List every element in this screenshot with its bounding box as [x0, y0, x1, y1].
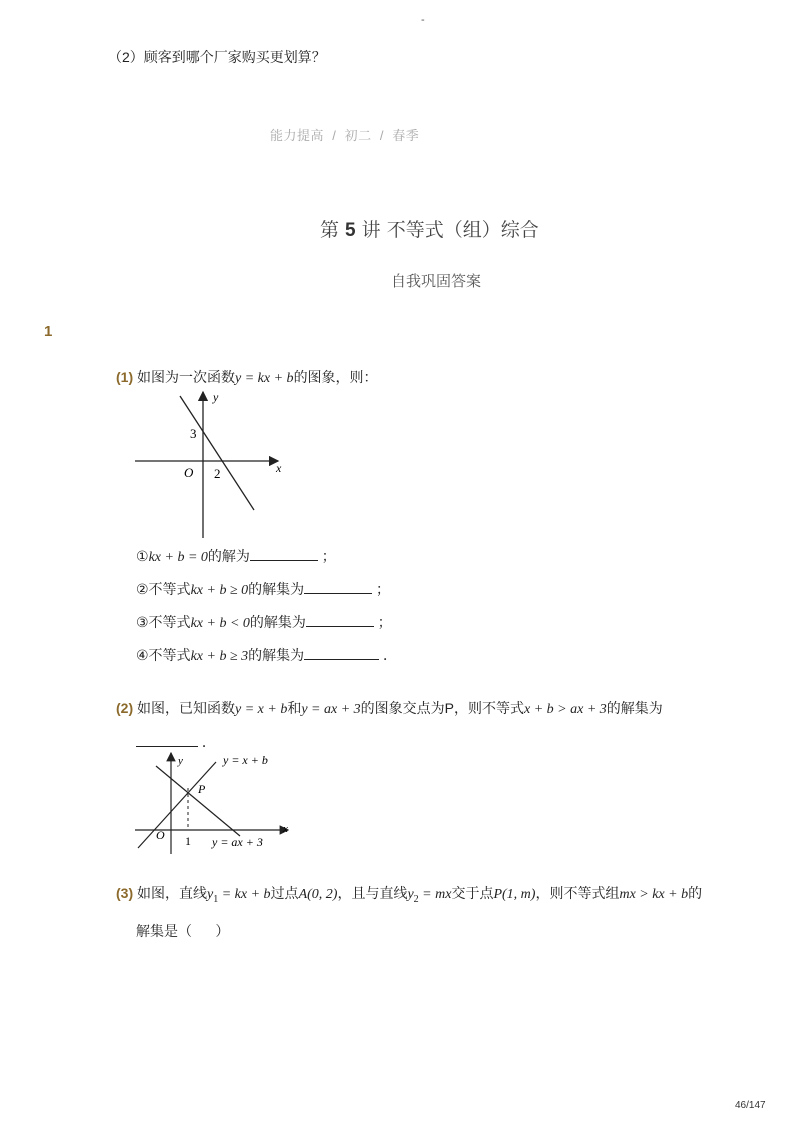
q1-item-4-pre: ④不等式: [136, 647, 191, 663]
q2-inequality: x + b > ax + 3: [524, 702, 607, 717]
q2-text-c: 的图象交点为P，则不等式: [360, 700, 525, 716]
q2-equation-2: y = ax + 3: [301, 702, 361, 717]
q1-item-3: [136, 612, 392, 632]
title-suffix: 讲 不等式（组）综合: [355, 219, 539, 241]
q2-point-p: P: [198, 782, 206, 796]
q1-item-2-end: ；: [376, 581, 391, 597]
q1-tick-2: 2: [214, 466, 221, 481]
q2-text-d: 的解集为: [606, 700, 663, 716]
q3-text-f: 的: [688, 885, 703, 901]
q1-equation: y = kx + b: [235, 371, 294, 386]
breadcrumb-grade: 初二: [344, 128, 372, 143]
prev-question: （2）顾客到哪个厂家购买更划算？: [108, 49, 326, 65]
answer-blank[interactable]: [304, 645, 379, 660]
q1-item-4-end: ．: [383, 647, 398, 663]
q1-item-4: [136, 645, 397, 665]
q1-item-2-post: 的解集为: [248, 581, 305, 597]
answer-blank[interactable]: [304, 579, 372, 594]
answer-blank[interactable]: [306, 612, 374, 627]
q3-text-a: 如图，直线: [137, 885, 208, 901]
q2-equation-1: y = x + b: [235, 702, 288, 717]
q3-text-c: ，且与直线: [337, 885, 408, 901]
q3-equation-1: = kx + b: [218, 887, 271, 902]
q3-y1: y: [207, 887, 214, 902]
title-prefix: 第: [320, 219, 346, 241]
page-subtitle: 自我巩固答案: [391, 273, 482, 290]
q2-text-a: 如图，已知函数: [137, 700, 236, 716]
q1-item-3-pre: ③不等式: [136, 614, 191, 630]
q2-line-1-label: y = x + b: [223, 753, 268, 767]
q1-stem: [116, 367, 378, 387]
q3-y2: y: [407, 887, 414, 902]
q3-inequality: mx > kx + b: [619, 887, 689, 902]
q3-point-a: A(0, 2): [298, 887, 338, 902]
q1-item-1-expr: kx + b = 0: [148, 550, 208, 565]
q1-item-1-pre: ①: [136, 548, 149, 564]
q3-text-e: ，则不等式组: [535, 885, 620, 901]
q3-line-2: 解集是（ ）: [136, 923, 230, 939]
q3-stem: [116, 883, 702, 905]
q2-end: ．: [201, 734, 216, 750]
q2-line-2-label: y = ax + 3: [212, 835, 263, 849]
answer-blank[interactable]: [136, 732, 198, 747]
title-number: 5: [345, 220, 356, 241]
q1-item-1-end: ；: [321, 548, 336, 564]
q2-tick-1: 1: [185, 834, 191, 848]
breadcrumb-level: 能力提高: [270, 128, 325, 143]
q2-graph: [130, 750, 300, 855]
q3-point-p: P(1, m): [493, 887, 536, 902]
q1-text-a: 如图为一次函数: [137, 369, 236, 385]
q1-item-3-end: ；: [377, 614, 392, 630]
q2-origin-label: O: [156, 828, 165, 842]
q3-text-d: 交于点: [451, 885, 494, 901]
q2-stem: [116, 698, 663, 718]
q1-graph: [130, 388, 290, 540]
q1-line: [180, 396, 254, 510]
q3-equation-2: = mx: [418, 887, 452, 902]
q3-y2-sub: 2: [413, 893, 419, 905]
section-number: 1: [44, 323, 53, 340]
page-number: 46/147: [735, 1100, 766, 1111]
q1-item-2-pre: ②不等式: [136, 581, 191, 597]
q3-label: (3): [116, 885, 134, 901]
breadcrumb-sep: /: [332, 128, 337, 143]
q2-line-1: [138, 762, 216, 848]
answer-blank[interactable]: [250, 546, 318, 561]
q1-y-label: y: [213, 390, 219, 404]
q1-item-4-post: 的解集为: [248, 647, 305, 663]
top-mark: -: [421, 14, 425, 26]
q2-x-label: x: [283, 823, 288, 835]
q1-tick-3: 3: [190, 426, 197, 441]
q1-label: (1): [116, 369, 134, 385]
q1-text-b: 的图象，则：: [293, 369, 378, 385]
q1-x-label: x: [276, 461, 282, 475]
q1-item-3-post: 的解集为: [249, 614, 306, 630]
q1-item-2: [136, 579, 390, 599]
q1-item-4-expr: kx + b ≥ 3: [190, 649, 249, 664]
q2-line-2: [156, 766, 240, 836]
q3-y1-sub: 1: [213, 893, 219, 905]
q2-answer-line: [136, 732, 216, 752]
q1-item-1-post: 的解为: [207, 548, 250, 564]
q2-text-b: 和: [287, 700, 302, 716]
breadcrumb-season: 春季: [392, 128, 420, 143]
q3-text-b: 过点: [270, 885, 299, 901]
q1-item-2-expr: kx + b ≥ 0: [190, 583, 249, 598]
q1-item-1: [136, 546, 336, 566]
q2-label: (2): [116, 700, 134, 716]
q2-y-label: y: [178, 755, 183, 767]
q1-origin-label: O: [184, 465, 194, 480]
page-title: [320, 215, 539, 242]
breadcrumb-sep: /: [379, 128, 384, 143]
q1-item-3-expr: kx + b < 0: [190, 616, 250, 631]
breadcrumb: [270, 125, 419, 144]
